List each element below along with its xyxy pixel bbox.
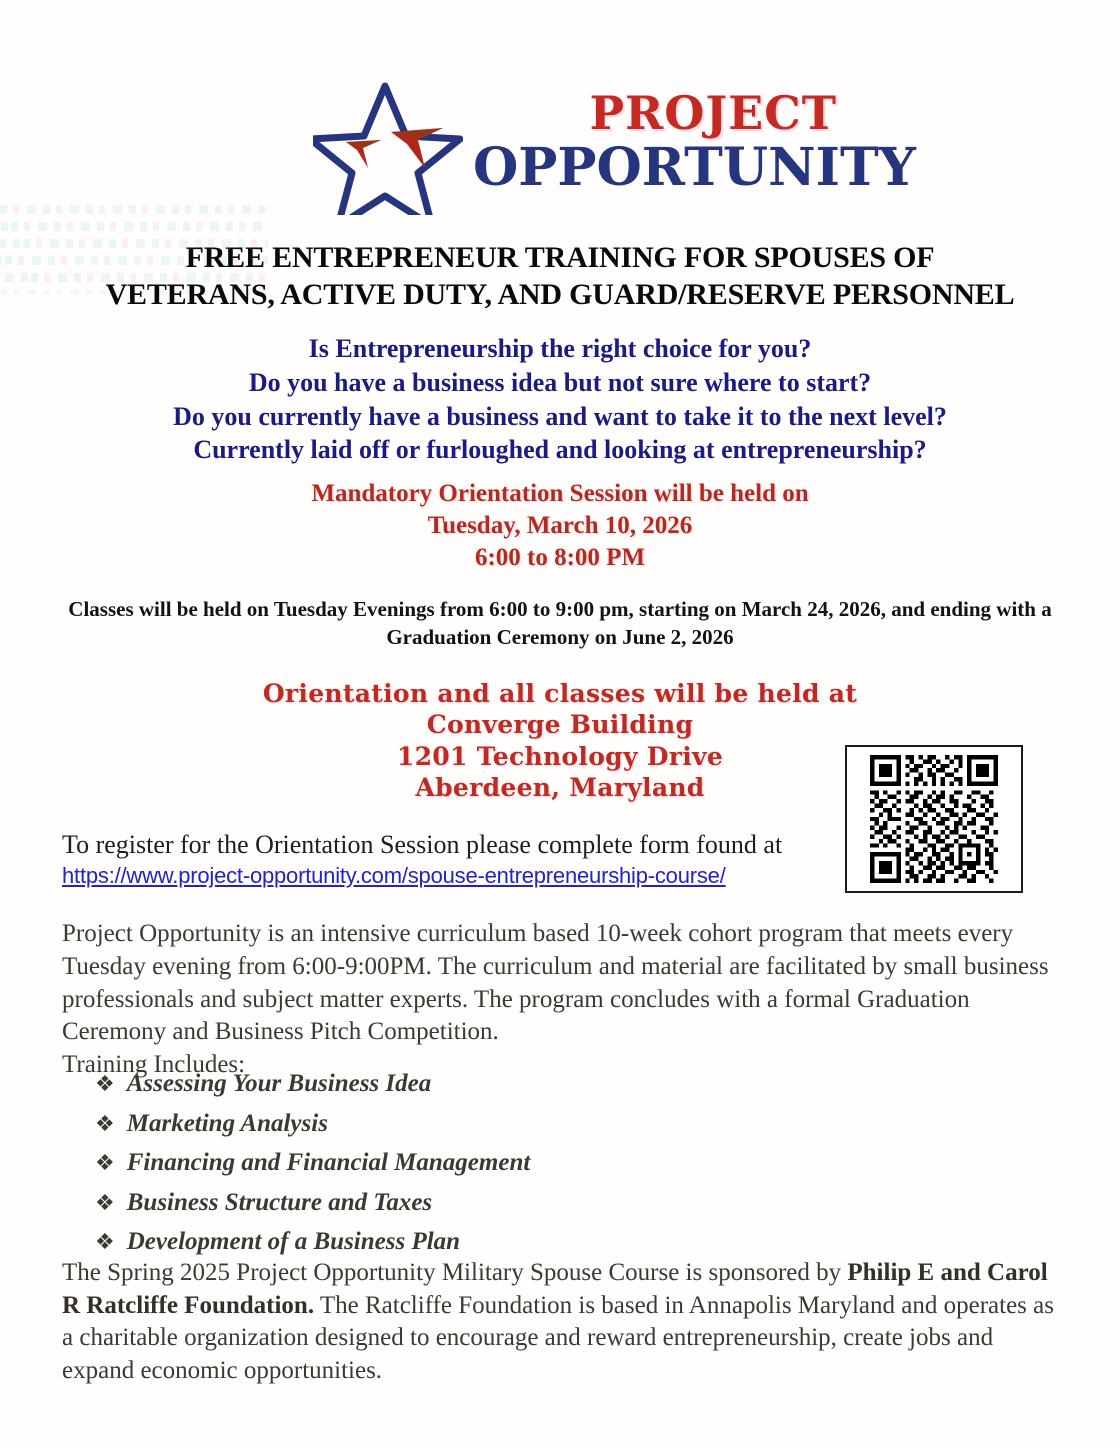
headline-line-1: FREE ENTREPRENEUR TRAINING FOR SPOUSES OF	[185, 241, 935, 274]
diamond-bullet-icon: ❖	[95, 1150, 115, 1175]
training-topic-label: Financing and Financial Management	[126, 1149, 531, 1176]
training-topic-label: Development of a Business Plan	[126, 1228, 461, 1255]
training-topic-label: Assessing Your Business Idea	[126, 1070, 432, 1097]
page-title	[0, 240, 1120, 313]
list-item	[95, 1068, 795, 1101]
training-topic-label: Marketing Analysis	[126, 1109, 328, 1137]
orientation-session-block	[0, 478, 1120, 573]
diamond-bullet-icon: ❖	[95, 1229, 115, 1254]
location-street: 1201 Technology Drive	[396, 741, 724, 771]
sponsor-paragraph	[62, 1257, 1062, 1387]
orientation-date: Tuesday, March 10, 2026	[427, 511, 693, 539]
sponsor-name: Philip E and Carol R Ratcliffe Foundation.	[62, 1259, 1048, 1319]
question-line-2: Do you have a business idea but not sure where to start?	[248, 367, 872, 397]
program-description	[62, 918, 1062, 1082]
diamond-bullet-icon: ❖	[95, 1110, 115, 1136]
training-includes-label: Training Includes:	[62, 1051, 246, 1078]
registration-link[interactable]: https://www.project-opportunity.com/spouse-entrepreneurship-course/	[62, 862, 726, 888]
question-line-3: Do you currently have a business and want to take it to the next level?	[173, 401, 947, 431]
location-building: Converge Building	[426, 710, 694, 740]
headline-line-2: VETERANS, ACTIVE DUTY, AND GUARD/RESERVE PERSONNEL	[105, 277, 1015, 311]
training-topics-list	[95, 1068, 795, 1266]
class-schedule-text: Classes will be held on Tuesday Evenings from 6:00 to 9:00 pm, starting on March 24, 2026, and ending with a Graduation Ceremony on June 2, 2026	[68, 597, 1052, 649]
location-line-1: Orientation and all classes will be held at	[262, 679, 858, 708]
sponsor-text-part-1: The Spring 2025 Project Opportunity Military Spouse Course is sponsored by	[62, 1259, 848, 1286]
description-paragraph: Project Opportunity is an intensive curriculum based 10-week cohort program that meets every Tuesday evening from 6:00-9:00PM. The curriculum and material are facilitated by small business professionals and subject matter experts. The program concludes with a formal Graduation Ceremony and Business Pitch Competition.	[62, 920, 1049, 1046]
registration-block	[62, 828, 862, 890]
list-item	[95, 1108, 795, 1141]
logo-wordmark	[455, 60, 916, 217]
question-line-4: Currently laid off or furloughed and looking at entrepreneurship?	[193, 435, 927, 465]
star-icon	[313, 80, 463, 215]
diamond-bullet-icon: ❖	[95, 1189, 115, 1215]
project-opportunity-logo	[305, 60, 916, 217]
sponsor-text-part-2: The Ratcliffe Foundation is based in Annapolis Maryland and operates as a charitable organization designed to encourage and reward entrepreneurship, create jobs and expand economic opportunities.	[62, 1291, 1054, 1384]
diamond-bullet-icon: ❖	[95, 1071, 115, 1096]
logo-opportunity-text: OPPORTUNITY	[473, 137, 916, 198]
logo-project-text: PROJECT	[589, 86, 837, 140]
orientation-time: 6:00 to 8:00 PM	[474, 543, 646, 571]
qualifying-questions	[0, 332, 1120, 467]
qr-code-icon[interactable]	[845, 745, 1023, 893]
orientation-line-1: Mandatory Orientation Session will be held on	[311, 480, 809, 507]
training-topic-label: Business Structure and Taxes	[126, 1188, 433, 1216]
list-item	[95, 1147, 795, 1180]
list-item	[95, 1226, 795, 1259]
location-city-state: Aberdeen, Maryland	[415, 772, 705, 802]
list-item	[95, 1187, 795, 1220]
registration-instruction: To register for the Orientation Session please complete form found at	[62, 830, 783, 859]
question-line-1: Is Entrepreneurship the right choice for you?	[308, 334, 812, 363]
qr-code-matrix	[869, 755, 999, 883]
